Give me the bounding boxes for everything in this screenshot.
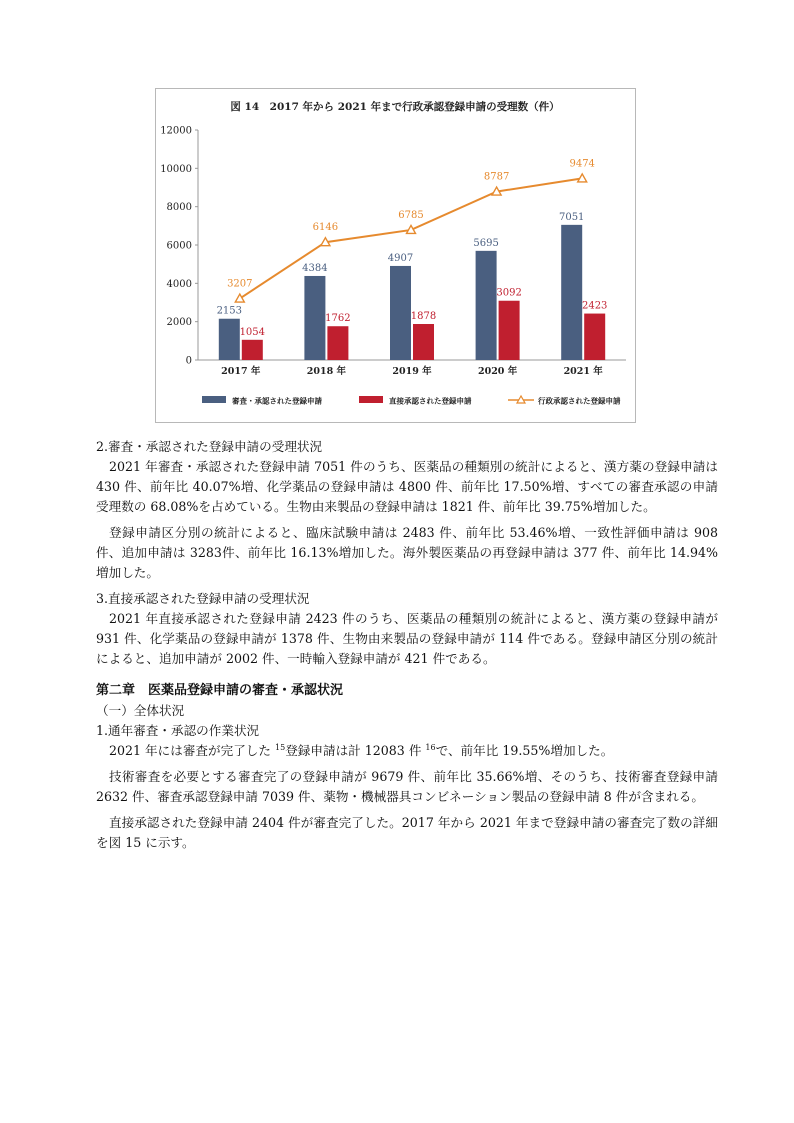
x-tick-label: 2020 年 [477,366,518,377]
y-tick-label: 0 [185,355,192,367]
legend-label: 行政承認された登録申請 [538,396,621,406]
y-tick-label: 2000 [166,317,192,329]
y-tick-label: 12000 [160,125,192,137]
bar-direct [584,314,605,360]
footnote-ref-15[interactable]: 15 [275,742,286,752]
paragraph-5: 技術審査を必要とする審査完了の登録申請が 9679 件、前年比 35.66%増、そのうち、技術審査登録申請 2632 件、審査承認登録申請 7039 件、薬物・機械器具コンビネーション製品の登録申請 8 件が含まれる。 [96,769,718,804]
bar-reviewed [390,266,411,360]
bar-reviewed [304,276,325,360]
legend-swatch [202,396,226,403]
y-tick-label: 4000 [166,278,192,290]
body-text [96,437,718,853]
data-label: 7051 [558,211,585,223]
chart [156,89,635,422]
section-heading-3: 3.直接承認された登録申請の受理状況 [96,591,310,606]
x-tick-label: 2017 年 [221,366,261,377]
bar-direct [242,340,263,360]
bar-reviewed [219,319,240,360]
data-label: 6146 [312,222,339,234]
paragraph-4-part-b: 登録申請は計 12083 件 [285,743,426,758]
section-heading-2: 2.審査・承認された登録申請の受理状況 [96,439,323,454]
data-label: 8787 [483,171,510,183]
data-label: 1054 [239,326,266,338]
data-label: 1878 [410,311,437,323]
chart-title: 図 14 2017 年から 2021 年まで行政承認登録申請の受理数（件） [230,101,560,113]
paragraph-4-part-a: 2021 年には審査が完了した [109,743,275,758]
y-tick-label: 6000 [166,240,192,252]
paragraph-3: 2021 年直接承認された登録申請 2423 件のうち、医薬品の種類別の統計によると、漢方薬の登録申請が 931 件、化学薬品の登録申請が 1378 件、生物由来製品の登録申請が 114 件である。登録申請区分別の統計によると、追加申請が 2002 件、一時輸入登録申請が 421 件である。 [96,611,718,666]
data-label: 4907 [387,252,414,264]
paragraph-1: 2021 年審査・承認された登録申請 7051 件のうち、医薬品の種類別の統計によると、漢方薬の登録申請は 430 件、前年比 40.07%増、化学薬品の登録申請は 4800 件、前年比 17.50%増、すべての審査承認の申請受理数の 68.08%を占めている。生物由来製品の登録申請は 1821 件、前年比 39.75%増加した。 [96,459,718,514]
bar-direct [327,326,348,360]
data-label: 3092 [496,287,522,299]
data-label: 4384 [302,262,328,274]
bar-direct [413,324,434,360]
legend-label: 審査・承認された登録申請 [232,396,322,406]
legend-swatch [359,396,383,403]
data-label: 3207 [227,278,253,290]
figure-14 [155,88,636,423]
data-label: 2423 [581,300,608,312]
data-label: 2153 [216,305,243,317]
bar-reviewed [561,225,582,360]
data-label: 6785 [398,209,424,221]
y-tick-label: 10000 [160,163,192,175]
legend-label: 直接承認された登録申請 [389,396,472,406]
line-marker [235,294,244,302]
x-tick-label: 2018 年 [306,366,347,377]
subsection-heading: （一）全体状況 [96,703,185,718]
paragraph-4 [96,741,718,761]
paragraph-6: 直接承認された登録申請 2404 件が審査完了した。2017 年から 2021 年まで登録申請の審査完了数の詳細を図 15 に示す。 [96,815,718,850]
data-label: 1762 [325,313,351,325]
data-label: 9474 [569,158,595,170]
paragraph-2: 登録申請区分別の統計によると、臨床試験申請は 2483 件、前年比 53.46%増、一致性評価申請は 908件、追加申請は 3283件、前年比 16.13%増加した。海外製医薬品の再登録申請は 377 件、前年比 14.94%増加した。 [96,525,718,580]
x-tick-label: 2019 年 [392,366,432,377]
x-tick-label: 2021 年 [563,366,603,377]
bar-direct [499,301,520,360]
paragraph-4-part-c: で、前年比 19.55%増加した。 [435,743,614,758]
footnote-ref-16[interactable]: 16 [425,742,436,752]
chapter-heading: 第二章 医薬品登録申請の審査・承認状況 [96,683,344,698]
y-tick-label: 8000 [166,202,192,214]
item-heading-1: 1.通年審査・承認の作業状況 [96,723,260,738]
data-label: 5695 [473,237,499,249]
bar-reviewed [476,251,497,360]
